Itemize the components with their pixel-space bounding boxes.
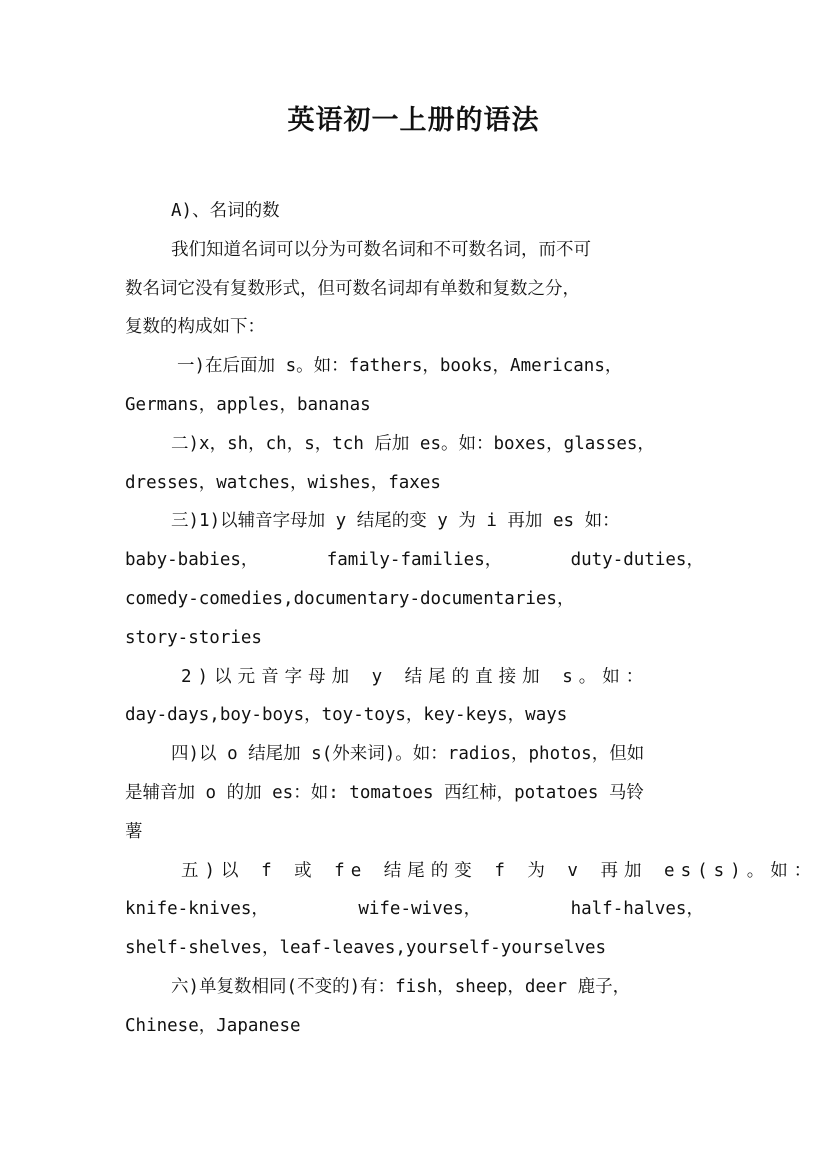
rule-3-sub-line: day-days,boy-boys，toy-toys，key-keys，ways: [125, 705, 568, 726]
rule-2-line: 二)x，sh，ch，s，tch 后加 es。如：boxes，glasses，: [171, 433, 655, 454]
rule-3-line: comedy-comedies,documentary-documentaries，: [125, 588, 575, 609]
rule-5-line: 五)以 f 或 fe 结尾的变 f 为 v 再加 es(s)。如：: [181, 860, 818, 881]
example-word: wife-wives，: [358, 899, 482, 920]
paragraph-line: 数名词它没有复数形式，但可数名词却有单数和复数之分，: [125, 278, 580, 299]
example-word: half-halves，: [570, 899, 704, 920]
paragraph-line: 复数的构成如下：: [125, 317, 265, 338]
rule-3-line: 三)1)以辅音字母加 y 结尾的变 y 为 i 再加 es 如：: [171, 511, 620, 532]
example-word: family-families，: [326, 550, 503, 571]
rule-4-line: 是辅音加 o 的加 es：如: tomatoes 西红柿，potatoes 马铃: [125, 782, 644, 803]
rule-2-line: dresses，watches，wishes，faxes: [125, 472, 441, 493]
rule-1-line: 一)在后面加 s。如：fathers，books，Americans，: [177, 356, 623, 377]
example-word: baby-babies，: [125, 550, 259, 571]
document-body: [125, 192, 818, 1046]
rule-5-examples-line: [125, 890, 704, 929]
rule-3-line: story-stories: [125, 627, 262, 648]
paragraph-line: 我们知道名词可以分为可数名词和不可数名词，而不可: [171, 239, 591, 260]
rule-6-line: 六)单复数相同(不变的)有：fish，sheep，deer 鹿子，: [171, 976, 631, 997]
example-word: duty-duties，: [570, 550, 704, 571]
rule-3-examples-line: [125, 541, 704, 580]
rule-6-line: Chinese，Japanese: [125, 1015, 301, 1036]
rule-3-sub-line: 2)以元音字母加 y 结尾的直接加 s。如：: [181, 666, 650, 687]
rule-5-line: shelf-shelves，leaf-leaves,yourself-yourselves: [125, 938, 607, 959]
document-title: 英语初一上册的语法: [287, 105, 540, 136]
rule-4-line: 薯: [125, 821, 143, 842]
rule-4-line: 四)以 o 结尾加 s(外来词)。如：radios，photos，但如: [171, 744, 645, 765]
rule-1-line: Germans，apples，bananas: [125, 394, 371, 415]
example-word: knife-knives，: [125, 899, 269, 920]
section-heading-a: A)、名词的数: [171, 201, 280, 221]
